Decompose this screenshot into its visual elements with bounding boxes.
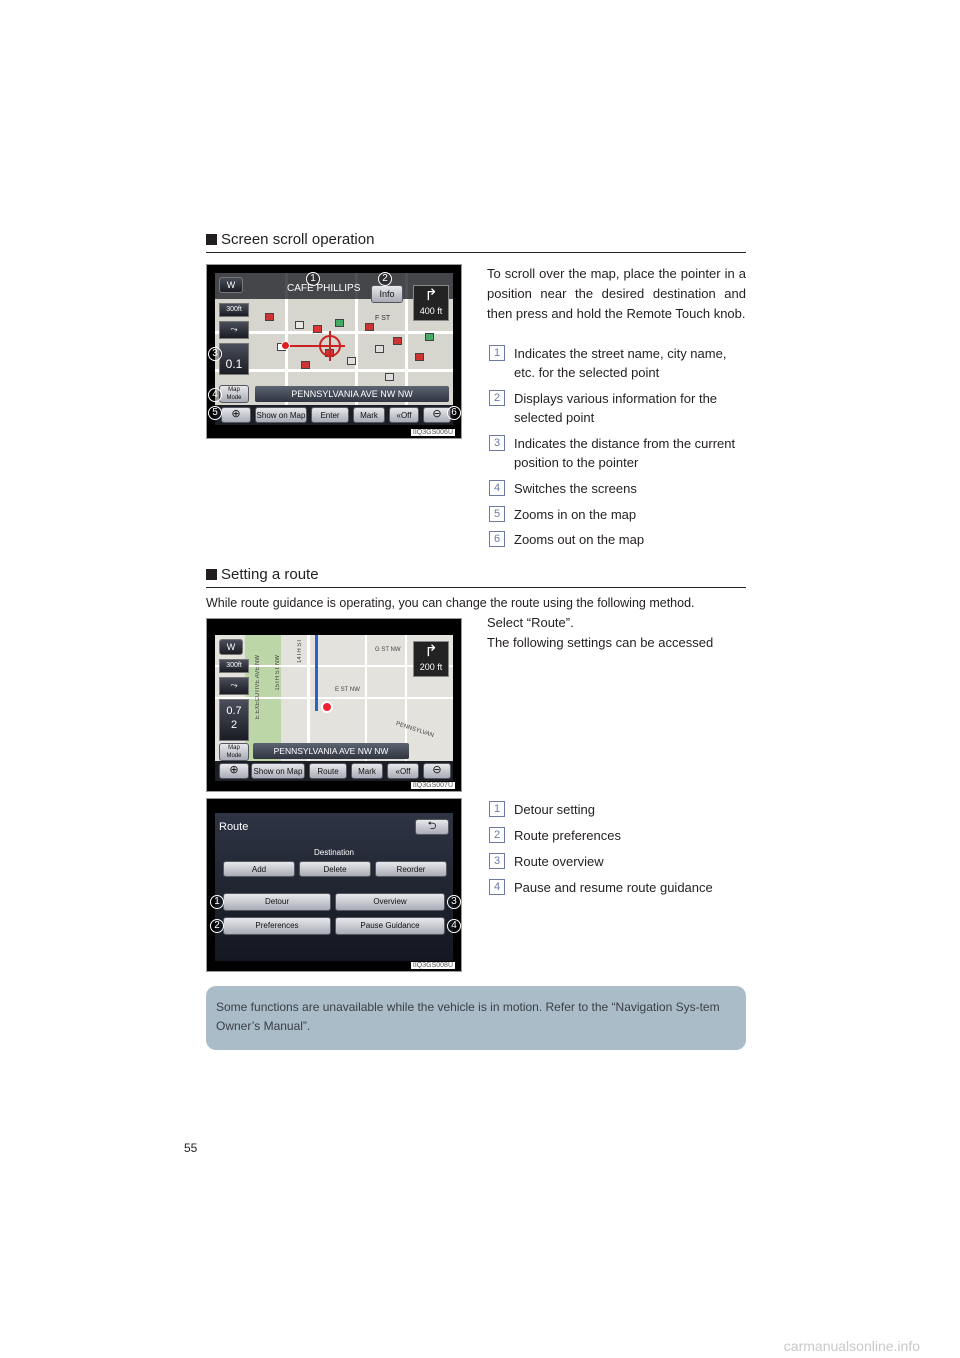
back-arrow-icon: ⮌ (427, 820, 437, 832)
list-item (489, 852, 747, 871)
poi-name: CAFE PHILLIPS (287, 283, 361, 294)
pointer-distance-display: 0.1 (219, 343, 249, 375)
callout-3: 3 (447, 895, 461, 909)
callout-3: 3 (208, 347, 222, 361)
item-text: Indicates the distance from the current position to the pointer (514, 436, 736, 470)
item-text: Route preferences (514, 828, 621, 843)
callout-6: 6 (447, 406, 461, 420)
zoom-out-button[interactable] (423, 763, 451, 779)
figure-code: IIQ3GS008U (412, 962, 453, 969)
callout-4: 4 (208, 388, 222, 402)
item-number: 1 (489, 801, 505, 817)
item-number: 6 (489, 531, 505, 547)
item-number: 2 (489, 390, 505, 406)
scroll-intro: To scroll over the map, place the pointer in a position near the desired destination and then press and hold the Remote Touch knob. (487, 266, 746, 321)
figure-route-map (206, 618, 462, 792)
remaining-distance: 0.7 (226, 705, 242, 717)
item-text: Route overview (514, 854, 604, 869)
zoom-in-icon: ⊕ (229, 764, 239, 776)
callout-4: 4 (447, 919, 461, 933)
turn-arrow-icon: ↱ (424, 643, 438, 660)
callout-1: 1 (306, 272, 320, 286)
item-text: Displays various information for the selected point (514, 391, 718, 425)
route-icon: ⤳ (230, 680, 238, 690)
item-number: 3 (489, 853, 505, 869)
figure-scroll-map (206, 264, 462, 439)
rewind-icon: « (396, 411, 401, 420)
item-number: 2 (489, 827, 505, 843)
show-on-map-button[interactable]: Show on Map (251, 763, 305, 779)
item-number: 4 (489, 879, 505, 895)
current-position-icon (321, 701, 333, 713)
show-on-map-button[interactable]: Show on Map (255, 407, 307, 423)
item-text: Zooms in on the map (514, 507, 637, 522)
current-position-icon (281, 341, 290, 350)
item-number: 1 (489, 345, 505, 361)
turn-indicator (413, 285, 449, 321)
item-text: Zooms out on the map (514, 532, 645, 547)
enter-button[interactable]: Enter (311, 407, 349, 423)
pause-guidance-button[interactable]: Pause Guidance (335, 917, 445, 935)
route-button[interactable]: Route (309, 763, 347, 779)
figure-code: IIQ3GS007U (412, 782, 453, 789)
street-label: PENNSYLVAN (395, 721, 435, 739)
compass-button[interactable] (219, 277, 243, 293)
add-destination-button[interactable]: Add (223, 861, 295, 877)
map-mode-button[interactable]: Map Mode (219, 385, 249, 403)
route-intro: While route guidance is operating, you can change the route using the following method. (206, 596, 695, 610)
item-text: Switches the screens (514, 481, 637, 496)
scale-indicator[interactable]: 300ft (219, 303, 249, 317)
street-label: E EXECUTIVE AVE NW (255, 655, 261, 720)
street-label: 14TH ST (297, 639, 303, 664)
item-number: 5 (489, 506, 505, 522)
rewind-icon: « (395, 767, 400, 776)
figure-code: IIQ3GS006U (412, 429, 453, 436)
item-number: 4 (489, 480, 505, 496)
info-button[interactable]: Info (371, 285, 403, 303)
item-text: Pause and resume route guidance (514, 880, 713, 895)
destination-label: Destination (313, 848, 355, 857)
back-button[interactable] (415, 819, 449, 835)
route-icon: ⤳ (230, 324, 238, 334)
square-bullet-icon (206, 234, 217, 245)
access-text: The following settings can be accessed (487, 635, 714, 650)
callout-2: 2 (378, 272, 392, 286)
street-label: G ST NW (375, 647, 401, 653)
turn-distance: 400 ft (419, 306, 443, 316)
list-item (489, 505, 747, 524)
list-item (489, 826, 747, 845)
page-number: 55 (184, 1141, 198, 1155)
route-toggle-button[interactable] (219, 321, 249, 339)
overview-button[interactable]: Overview (335, 893, 445, 911)
item-text: Detour setting (514, 802, 595, 817)
section-title: Screen scroll operation (221, 231, 375, 248)
zoom-out-icon: ⊖ (432, 764, 442, 776)
off-button[interactable] (387, 763, 419, 779)
section-title: Setting a route (221, 566, 319, 583)
list-item (489, 479, 747, 498)
route-screen (215, 813, 453, 961)
compass-icon: W (226, 280, 236, 290)
note-text: Some functions are unavailable while the vehicle is in motion. Refer to the “Navigation Sys-tem Owner’s Manual”. (216, 1000, 720, 1033)
zoom-in-button[interactable] (219, 763, 249, 779)
street-label: 15TH ST NW (275, 655, 281, 691)
map-mode-button[interactable]: Map Mode (219, 743, 249, 761)
list-item (489, 344, 747, 382)
turn-arrow-icon: ↱ (424, 287, 438, 304)
zoom-in-button[interactable] (221, 407, 251, 423)
preferences-button[interactable]: Preferences (223, 917, 331, 935)
zoom-out-icon: ⊖ (432, 408, 442, 420)
list-item (489, 389, 747, 427)
remaining-time: 2 (230, 719, 238, 731)
street-name-bar: PENNSYLVANIA AVE NW NW (253, 743, 409, 759)
select-route-text: Select “Route”. (487, 615, 574, 630)
reorder-destinations-button[interactable]: Reorder (375, 861, 447, 877)
off-button[interactable] (389, 407, 419, 423)
list-item (489, 878, 747, 897)
section-heading-setting-route (206, 566, 746, 588)
watermark: carmanualsonline.info (783, 1338, 920, 1354)
mark-button[interactable]: Mark (351, 763, 383, 779)
list-item (489, 530, 747, 549)
turn-distance: 200 ft (419, 662, 443, 672)
scale-indicator[interactable]: 300ft (219, 659, 249, 673)
turn-indicator (413, 641, 449, 677)
compass-icon: W (226, 642, 236, 652)
callout-1: 1 (210, 895, 224, 909)
callout-5: 5 (208, 406, 222, 420)
route-screen-title: Route (219, 821, 249, 833)
off-button-label: Off (399, 767, 411, 776)
route-toggle-button[interactable] (219, 677, 249, 695)
street-label: F ST (375, 315, 391, 322)
figure-route-menu (206, 798, 462, 972)
off-button-label: Off (400, 411, 412, 420)
list-item (489, 800, 747, 819)
street-name-bar: PENNSYLVANIA AVE NW NW (255, 386, 449, 402)
item-text: Indicates the street name, city name, etc. for the selected point (514, 346, 727, 380)
callout-2: 2 (210, 919, 224, 933)
item-number: 3 (489, 435, 505, 451)
compass-button[interactable] (219, 639, 243, 655)
note-box (206, 986, 746, 1050)
list-item (489, 434, 747, 472)
zoom-in-icon: ⊕ (231, 408, 241, 420)
mark-button[interactable]: Mark (353, 407, 385, 423)
remaining-info (219, 699, 249, 741)
section-heading-screen-scroll (206, 231, 746, 253)
detour-button[interactable]: Detour (223, 893, 331, 911)
square-bullet-icon (206, 569, 217, 580)
delete-destination-button[interactable]: Delete (299, 861, 371, 877)
street-label: E ST NW (335, 687, 360, 693)
